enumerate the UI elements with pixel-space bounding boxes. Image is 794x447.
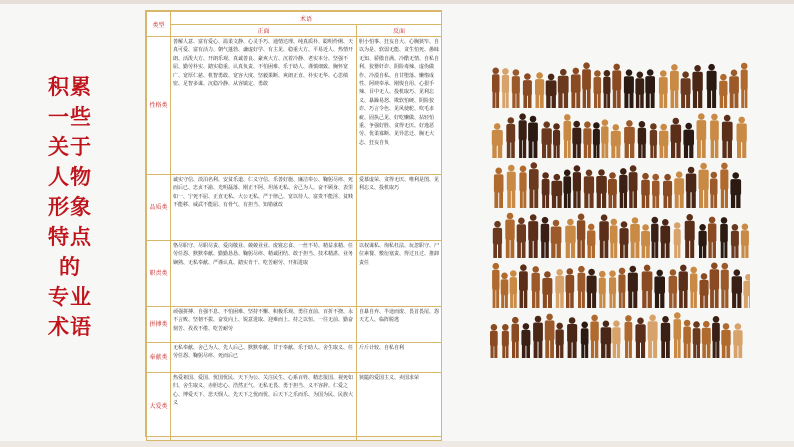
- positive-terms: 顽强拼搏、自强不息、不怕困难、坚持不懈、积极乐观、勇往直前、百折不挠、永不言败、坚韧不拔、奋发向上、锐意进取、迎难而上、持之以恒、一往无前、勤奋刻苦、孜孜不倦、吃苦耐劳: [171, 307, 357, 343]
- negative-terms: 胆小怕事、狂妄自大、心胸狭窄、自以为是、软弱无能、贪生怕死、愚昧无知、骄傲自满、冷酷无情、自私自利、狡猾奸诈、阴险毒辣、虚伪做作、冷漠自私、自甘堕落、懒惰成性、阿谀奉承、刚愎自用、心狠手辣、目中无人、投机取巧、见利忘义、暴躁易怒、欺软怕硬、阴险狡诈、巧言令色、见风使舵、吹毛求疵、固执己见、好吃懒做、拈轻怕重、争强好胜、贪得无厌、好逸恶劳、优柔寡断、见异思迁、胸无大志、狂妄自负: [357, 37, 442, 175]
- negative-terms: 以权谋私、徇私枉法、玩忽职守、尸位素餐、敷衍塞责、得过且过、推卸责任: [357, 241, 442, 307]
- title-char: 术语: [48, 315, 92, 339]
- header-category: 类型: [147, 12, 171, 37]
- category-cell: 拼搏类: [147, 307, 171, 343]
- table-row: [147, 343, 442, 373]
- negative-terms: 自暴自弃、半途而废、畏首畏尾、怨天尤人、临阵脱逃: [357, 307, 442, 343]
- negative-terms: 爱慕虚荣、贪得无厌、唯利是图、见利忘义、投机取巧: [357, 175, 442, 241]
- bottom-decoration: [0, 441, 794, 447]
- title-char: 专业: [48, 285, 92, 309]
- vertical-title: [40, 72, 100, 342]
- positive-terms: 善解人意、富有爱心、温柔文静、心灵手巧、通情达理、纯真质朴、聪明伶俐、天真可爱、富有活力、朝气蓬勃、谦虚好学、有主见、稳重大方、平易近人、热情开朗、活泼大方、开朗乐观、真诚善良、豪爽大方、沉着冷静、老实本分、坚强不屈、勤劳朴实、踏实稳重、认真负责、不怕困难、乐于助人、谨慎细致、胸怀宽广、宽厚仁慈、机智勇敢、宽容大度、坚毅果断、爽朗正直、朴实无华、心思缜密、足智多谋、沉稳冷静、从容镇定、勇敢: [171, 37, 357, 175]
- table-row: [147, 175, 442, 241]
- table-row: [147, 373, 442, 441]
- table-row: [147, 37, 442, 175]
- table-row: [147, 241, 442, 307]
- title-char: 人物: [48, 165, 92, 189]
- header-positive: 正面: [171, 25, 357, 37]
- terms-table: [145, 10, 442, 437]
- positive-terms: 诚实守信、淡泊名利、安贫乐道、仁义守信、乐善好施、廉洁奉公、鞠躬尽瘁、死而后已、忠贞不渝、光明磊落、刚正不阿、坦荡无私、舍己为人、奋不顾身、表里如一、宁死不屈、正直无私、大公无私、严于律己、宽以待人、富贵不能淫、贫贱不能移、威武不能屈、有骨气、有担当、知错就改: [171, 175, 357, 241]
- negative-terms: 狭隘的爱国主义、卖国求荣: [357, 373, 442, 441]
- header-negative: 反面: [357, 25, 442, 37]
- title-char: 关于: [48, 135, 92, 159]
- top-decoration: [0, 0, 794, 4]
- title-char: 形象: [48, 195, 92, 219]
- category-cell: 品质类: [147, 175, 171, 241]
- negative-terms: 斤斤计较、自私自利: [357, 343, 442, 373]
- category-cell: 职责类: [147, 241, 171, 307]
- title-char: 的: [59, 255, 81, 279]
- positive-terms: 热爱祖国、爱国、忧国忧民、天下为公、关注民生、心系百姓、精忠报国、视死如归、舍生取义、赤胆忠心、浩然正气、无私无畏、勇于担当、义不容辞、仁爱之心、博爱天下、悲天悯人、先天下之忧而忧、后天下之乐而乐、为国为民、民族大义: [171, 373, 357, 441]
- crowd-silhouettes-image: [488, 60, 750, 360]
- title-char: 积累: [48, 75, 92, 99]
- positive-terms: 无私奉献、舍己为人、先人后己、默默奉献、甘于奉献、乐于助人、舍生取义、任劳任怨、鞠躬尽瘁、死而后已: [171, 343, 357, 373]
- header-terms: 术语: [171, 12, 442, 25]
- title-char: 特点: [48, 225, 92, 249]
- category-cell: 大爱类: [147, 373, 171, 441]
- category-cell: 奉献类: [147, 343, 171, 373]
- category-cell: 性格类: [147, 37, 171, 175]
- positive-terms: 恪尽职守、尽职尽责、爱岗敬业、兢兢业业、废寝忘食、一丝不苟、精益求精、任劳任怨、默默奉献、勤勤恳恳、鞠躬尽瘁、精诚团结、敢于担当、技术精湛、业务娴熟、无私奉献、严谨认真、踏实肯干、吃苦耐劳、开拓进取: [171, 241, 357, 307]
- title-char: 一些: [48, 105, 92, 129]
- table-row: [147, 307, 442, 343]
